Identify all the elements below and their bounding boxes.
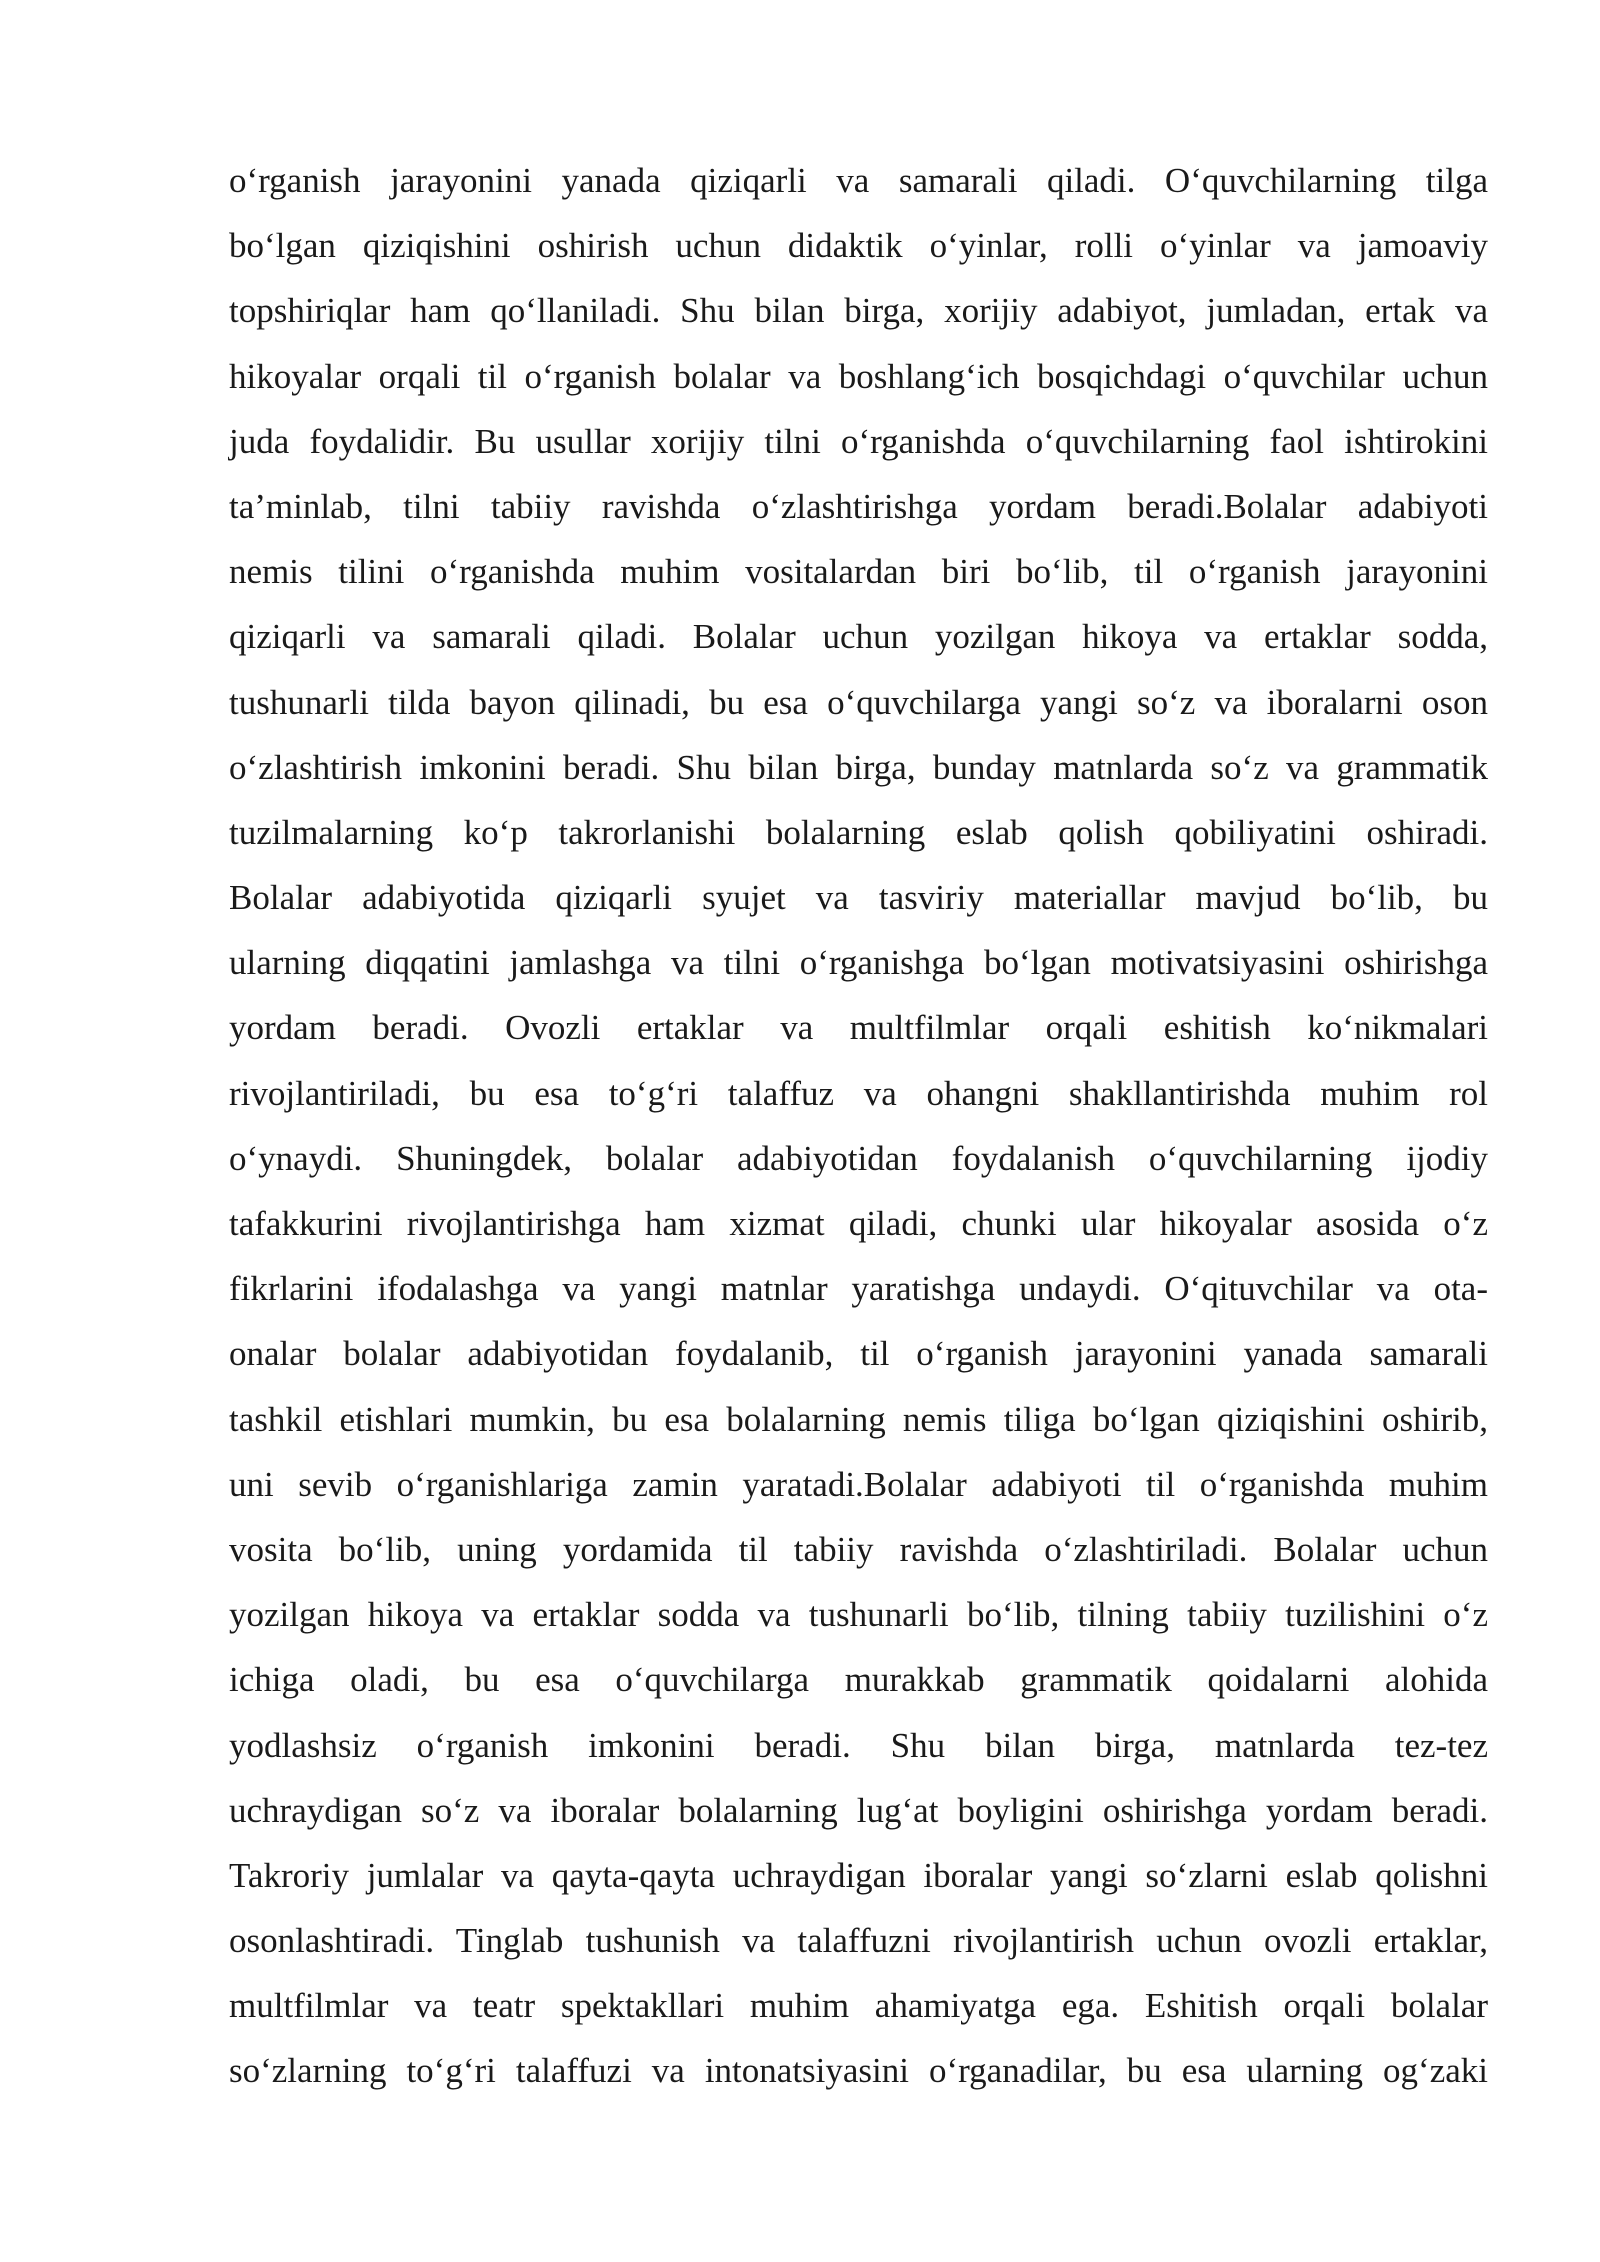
text-line: osonlashtiradi. Tinglab tushunish va talaffuzni rivojlantirish uchun ovozli ertaklar, (229, 1921, 1488, 1961)
text-line: onalar bolalar adabiyotidan foydalanib, til o‘rganish jarayonini yanada samarali (229, 1334, 1488, 1374)
text-line: tuzilmalarning ko‘p takrorlanishi bolalarning eslab qolish qobiliyatini oshiradi. (229, 812, 1488, 852)
text-line: yordam beradi. Ovozli ertaklar va multfilmlar orqali eshitish ko‘nikmalari (229, 1008, 1488, 1048)
text-line: Bolalar adabiyotida qiziqarli syujet va tasviriy materiallar mavjud bo‘lib, bu (229, 878, 1488, 918)
text-line: ta’minlab, tilni tabiiy ravishda o‘zlashtirishga yordam beradi.Bolalar adabiyoti (229, 486, 1488, 526)
text-line: so‘zlarning to‘g‘ri talaffuzi va intonatsiyasini o‘rganadilar, bu esa ularning og‘zaki (229, 2051, 1488, 2091)
text-line: tushunarli tilda bayon qilinadi, bu esa o‘quvchilarga yangi so‘z va iboralarni oson (229, 682, 1488, 722)
body-paragraph (229, 148, 1488, 2104)
text-line: bo‘lgan qiziqishini oshirish uchun didaktik o‘yinlar, rolli o‘yinlar va jamoaviy (229, 226, 1488, 266)
text-line: vosita bo‘lib, uning yordamida til tabiiy ravishda o‘zlashtiriladi. Bolalar uchun (229, 1529, 1488, 1569)
text-line: hikoyalar orqali til o‘rganish bolalar va boshlang‘ich bosqichdagi o‘quvchilar uchun (229, 356, 1488, 396)
text-line: Takroriy jumlalar va qayta-qayta uchraydigan iboralar yangi so‘zlarni eslab qolishni (229, 1855, 1488, 1895)
text-line: ichiga oladi, bu esa o‘quvchilarga murakkab grammatik qoidalarni alohida (229, 1660, 1488, 1700)
text-line: yodlashsiz o‘rganish imkonini beradi. Shu bilan birga, matnlarda tez-tez (229, 1725, 1488, 1765)
text-line: multfilmlar va teatr spektakllari muhim ahamiyatga ega. Eshitish orqali bolalar (229, 1986, 1488, 2026)
text-line: tashkil etishlari mumkin, bu esa bolalarning nemis tiliga bo‘lgan qiziqishini oshirib, (229, 1399, 1488, 1439)
text-line: ularning diqqatini jamlashga va tilni o‘rganishga bo‘lgan motivatsiyasini oshirishga (229, 943, 1488, 983)
text-line: qiziqarli va samarali qiladi. Bolalar uchun yozilgan hikoya va ertaklar sodda, (229, 617, 1488, 657)
text-line: o‘ynaydi. Shuningdek, bolalar adabiyotidan foydalanish o‘quvchilarning ijodiy (229, 1138, 1488, 1178)
text-line: topshiriqlar ham qo‘llaniladi. Shu bilan birga, xorijiy adabiyot, jumladan, ertak va (229, 291, 1488, 331)
text-line: o‘zlashtirish imkonini beradi. Shu bilan birga, bunday matnlarda so‘z va grammatik (229, 747, 1488, 787)
text-line: juda foydalidir. Bu usullar xorijiy tilni o‘rganishda o‘quvchilarning faol ishtirokini (229, 421, 1488, 461)
text-line: uni sevib o‘rganishlariga zamin yaratadi.Bolalar adabiyoti til o‘rganishda muhim (229, 1464, 1488, 1504)
text-line: fikrlarini ifodalashga va yangi matnlar yaratishga undaydi. O‘qituvchilar va ota- (229, 1269, 1488, 1309)
text-line: yozilgan hikoya va ertaklar sodda va tushunarli bo‘lib, tilning tabiiy tuzilishini o‘z (229, 1595, 1488, 1635)
text-line: tafakkurini rivojlantirishga ham xizmat qiladi, chunki ular hikoyalar asosida o‘z (229, 1204, 1488, 1243)
text-line: o‘rganish jarayonini yanada qiziqarli va samarali qiladi. O‘quvchilarning tilga (229, 161, 1488, 200)
text-line: nemis tilini o‘rganishda muhim vositalardan biri bo‘lib, til o‘rganish jarayonini (229, 552, 1488, 592)
text-line: rivojlantiriladi, bu esa to‘g‘ri talaffuz va ohangni shakllantirishda muhim rol (229, 1073, 1488, 1113)
text-line: uchraydigan so‘z va iboralar bolalarning lug‘at boyligini oshirishga yordam beradi. (229, 1790, 1488, 1830)
